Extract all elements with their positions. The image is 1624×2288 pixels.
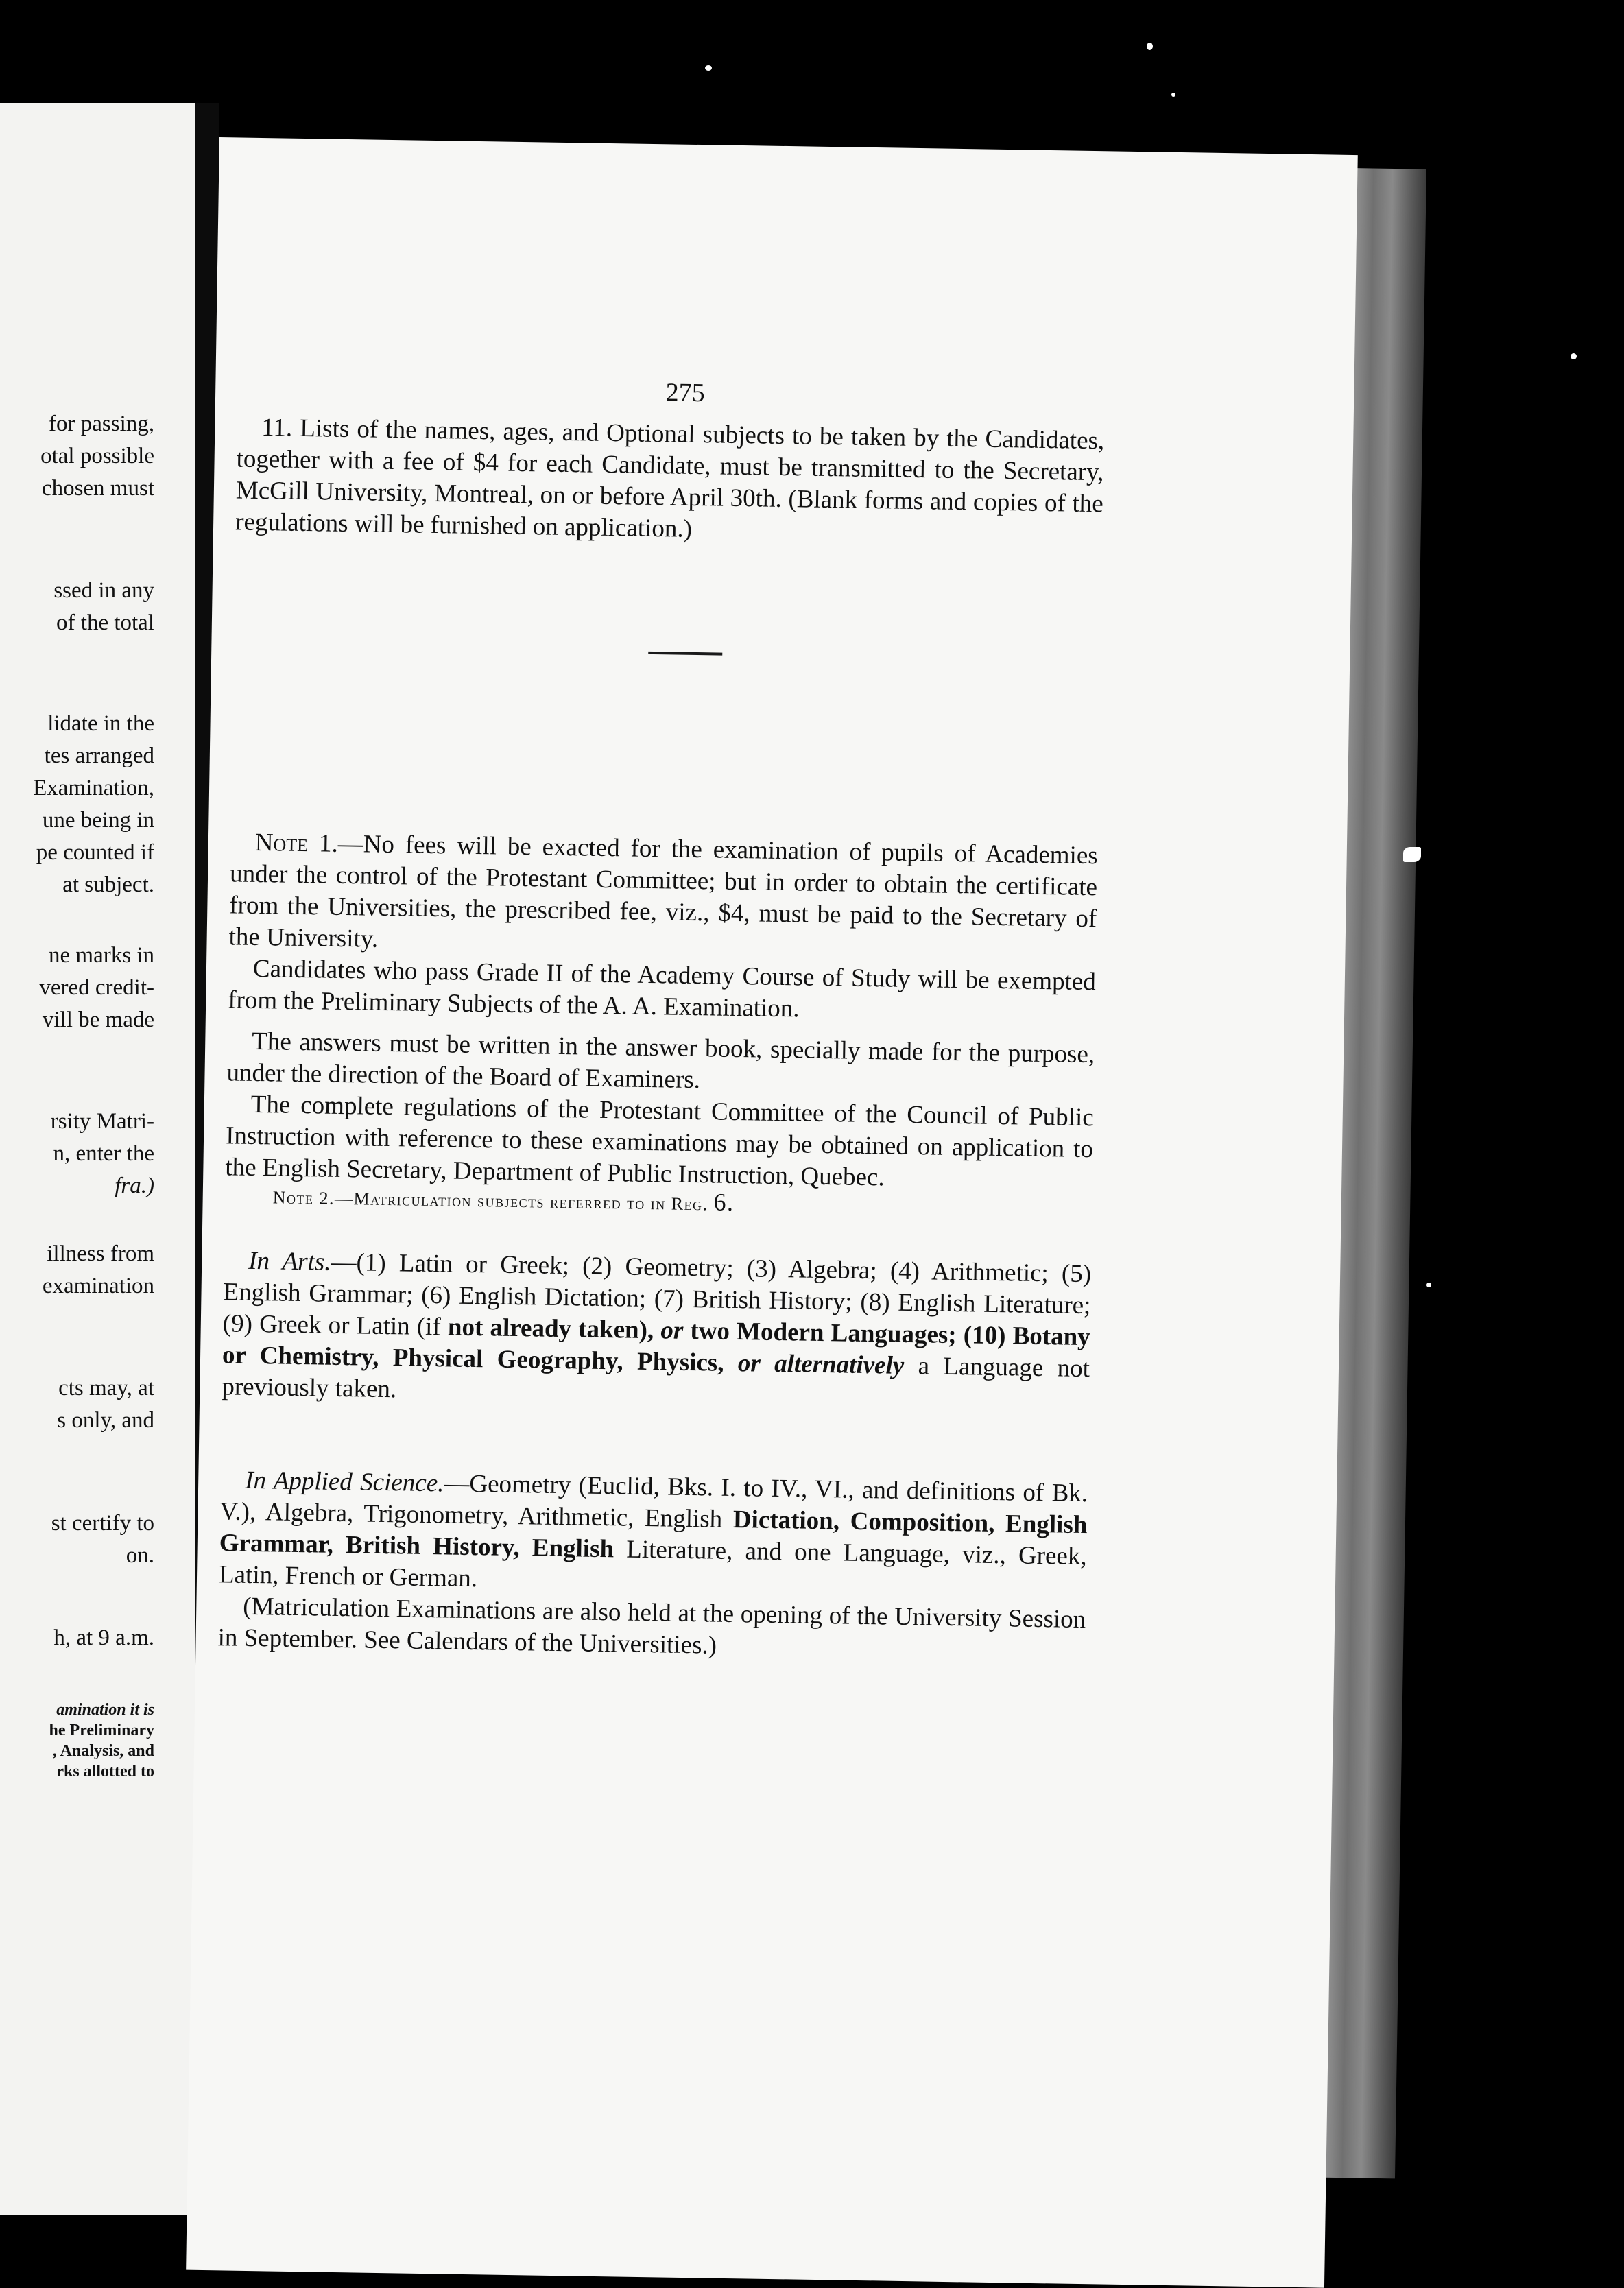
note-1 xyxy=(225,826,1098,1197)
left-line: pe counted if xyxy=(36,840,154,865)
left-line: for passing, xyxy=(49,412,154,436)
previous-page-fragment xyxy=(0,103,195,2215)
left-line: cts may, at xyxy=(58,1376,154,1401)
dust-speck xyxy=(1403,847,1421,862)
left-line: vered credit- xyxy=(39,975,154,1000)
note-1-para-2: Candidates who pass Grade II of the Academy Course of Study will be exempted from the Preliminary Subjects of the A. A. Examination. xyxy=(227,954,1097,1023)
note-2-applied-science xyxy=(217,1464,1088,1667)
section-11 xyxy=(235,412,1105,551)
science-end: Literature, and one Language, viz., Greek, Latin, French or German. xyxy=(218,1535,1087,1593)
arts-bold-2: two Modern Languages; (10) Botany or Chemistry, Physical Geography, Physics, xyxy=(222,1316,1091,1377)
note-1-label: Note 1. xyxy=(254,828,339,858)
left-line: lidate in the xyxy=(47,711,154,736)
left-line: on. xyxy=(126,1543,154,1568)
arts-or: or xyxy=(660,1316,684,1345)
dust-speck xyxy=(705,65,712,71)
note-2-arts xyxy=(222,1245,1091,1416)
left-line: of the total xyxy=(56,610,154,635)
arts-alternatively: or alternatively xyxy=(737,1349,905,1380)
page-number: 275 xyxy=(665,378,706,408)
left-line: tes arranged xyxy=(44,743,154,768)
note-2-heading-number: 6. xyxy=(713,1188,735,1216)
left-line: fra.) xyxy=(115,1173,154,1198)
left-line: otal possible xyxy=(40,444,154,468)
note-1-para-3: The answers must be written in the answer book, specially made for the purpose, under the direction of the Board of Examiners. xyxy=(226,1027,1095,1095)
left-line: n, enter the xyxy=(53,1141,154,1166)
section-divider xyxy=(648,652,722,656)
left-line: examination xyxy=(42,1274,154,1298)
note-2-heading-text: Note 2.—Matriculation subjects referred to in Reg. xyxy=(272,1187,708,1215)
left-line: ssed in any xyxy=(53,578,154,603)
dust-speck xyxy=(1147,43,1153,50)
arts-end: a Language not previously taken. xyxy=(222,1352,1090,1404)
left-line: h, at 9 a.m. xyxy=(53,1625,154,1650)
left-line: une being in xyxy=(42,808,154,833)
left-line: vill be made xyxy=(42,1008,154,1032)
left-footnote-line: , Analysis, and xyxy=(52,1742,154,1760)
left-footnote-line: rks allotted to xyxy=(56,1763,154,1780)
left-footnote-line: he Preliminary xyxy=(49,1721,154,1739)
science-part-1: —Geometry (Euclid, Bks. I. to IV., VI., and definitions of Bk. V.), Algebra, Trigonometry, Arithmetic, English xyxy=(219,1469,1088,1534)
left-line: at subject. xyxy=(62,872,154,897)
note-1-para-4: The complete regulations of the Protestant Committee of the Council of Public Instruction with reference to these examinations may be obtained on application to the English Secretary, Department of Public Instruction, Quebec. xyxy=(225,1090,1095,1192)
left-line: s only, and xyxy=(57,1408,154,1433)
left-line: Examination, xyxy=(33,776,154,800)
section-11-lead: 11. xyxy=(261,414,293,442)
dust-speck xyxy=(1426,1283,1431,1287)
arts-bold-1: not already taken), xyxy=(447,1313,654,1345)
science-label: In Applied Science. xyxy=(244,1466,444,1498)
left-line: chosen must xyxy=(41,476,154,501)
left-line: rsity Matri- xyxy=(50,1109,154,1134)
left-line: ne marks in xyxy=(49,943,154,968)
dust-speck xyxy=(1571,353,1577,359)
dust-speck xyxy=(1171,93,1175,97)
section-11-text: Lists of the names, ages, and Optional subjects to be taken by the Candidates, together with a fee of $4 for each Candidate, must be transmitted to the Secretary, McGill University, Montreal, on or before April 30th. (Blank forms and copies of the regulations will be furnished on application.) xyxy=(235,414,1105,543)
left-line: illness from xyxy=(47,1241,154,1266)
arts-part-1: —(1) Latin or Greek; (2) Geometry; (3) Algebra; (4) Arithmetic; (5) English Grammar; (6) English Dictation; (7) British History; (8) English Literature; (9) Greek or Latin (if xyxy=(222,1248,1092,1342)
note-1-text: —No fees will be exacted for the examination of pupils of Academies under the control of the Protestant Committee; but in order to obtain the certificate from the Universities, the prescribed fee, viz., $4, must be paid to the Secretary of the University. xyxy=(228,829,1099,953)
book-page xyxy=(186,137,1358,2288)
left-line: st certify to xyxy=(51,1511,154,1536)
science-bold: Dictation, Composition, English Grammar, British History, English xyxy=(219,1505,1088,1564)
left-footnote-line: amination it is xyxy=(56,1701,154,1719)
arts-label: In Arts. xyxy=(248,1246,331,1276)
session-note: (Matriculation Examinations are also held at the opening of the University Session in September. See Calendars of the Universities.) xyxy=(217,1592,1086,1660)
